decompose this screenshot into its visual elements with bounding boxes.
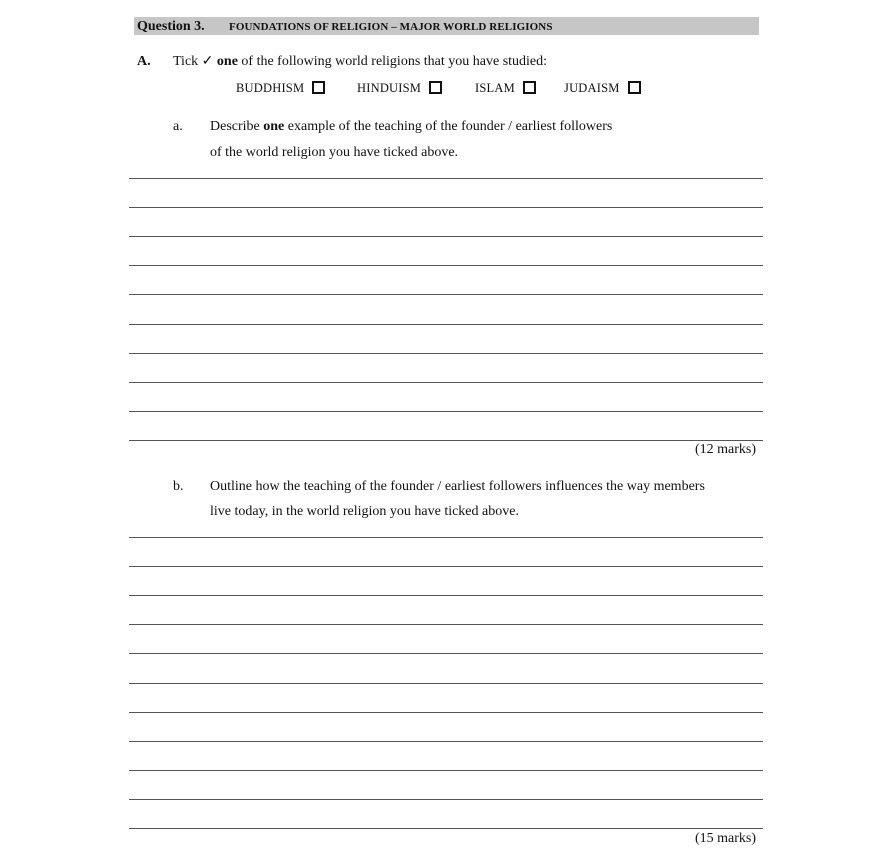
answer-line[interactable] <box>129 683 763 684</box>
religion-label: HINDUISM <box>357 81 422 95</box>
religion-option-islam[interactable] <box>475 78 536 98</box>
religion-checkbox[interactable] <box>429 81 442 94</box>
answer-line[interactable] <box>129 741 763 742</box>
part-a-line1 <box>210 114 612 140</box>
answer-line[interactable] <box>129 411 763 412</box>
part-b-marks: (15 marks) <box>694 831 756 846</box>
instruction-prefix: Tick ✓ <box>173 54 217 69</box>
section-a-letter: A. <box>137 54 151 69</box>
section-a-instruction <box>173 53 547 71</box>
answer-line[interactable] <box>129 537 763 538</box>
answer-line[interactable] <box>129 770 763 771</box>
answer-line[interactable] <box>129 653 763 654</box>
answer-line[interactable] <box>129 265 763 266</box>
part-a-line1-bold: one <box>263 119 285 134</box>
answer-line[interactable] <box>129 382 763 383</box>
answer-line[interactable] <box>129 566 763 567</box>
part-a-line1-suffix: example of the teaching of the founder / earliest followers <box>284 119 613 134</box>
religion-label: ISLAM <box>475 81 515 95</box>
part-b-letter: b. <box>173 479 184 494</box>
answer-line[interactable] <box>129 353 763 354</box>
religion-checkbox[interactable] <box>628 81 641 94</box>
answer-line[interactable] <box>129 236 763 237</box>
answer-line[interactable] <box>129 624 763 625</box>
instruction-bold: one <box>216 54 238 69</box>
religion-option-judaism[interactable] <box>564 78 641 98</box>
answer-line[interactable] <box>129 712 763 713</box>
question-number: Question 3. <box>137 19 205 34</box>
question-title: FOUNDATIONS OF RELIGION – MAJOR WORLD RELIGIONS <box>229 21 553 33</box>
answer-line[interactable] <box>129 207 763 208</box>
part-a-letter: a. <box>173 119 183 134</box>
part-a-line1-prefix: Describe <box>210 119 264 134</box>
part-b-line1: Outline how the teaching of the founder / earliest followers influences the way members <box>210 479 705 494</box>
part-a-line2: of the world religion you have ticked above. <box>210 145 459 160</box>
answer-line[interactable] <box>129 595 763 596</box>
religion-option-buddhism[interactable] <box>236 78 325 98</box>
part-b-line2: live today, in the world religion you have ticked above. <box>210 504 519 519</box>
religion-checkbox[interactable] <box>523 81 536 94</box>
religion-label: BUDDHISM <box>236 81 305 95</box>
instruction-suffix: of the following world religions that you have studied: <box>237 54 548 69</box>
answer-line[interactable] <box>129 178 763 179</box>
part-a-marks: (12 marks) <box>694 442 756 457</box>
religion-label: JUDAISM <box>564 81 620 95</box>
answer-line[interactable] <box>129 324 763 325</box>
answer-line[interactable] <box>129 294 763 295</box>
answer-line[interactable] <box>129 799 763 800</box>
answer-line[interactable] <box>129 440 763 441</box>
religion-option-hinduism[interactable] <box>357 78 442 98</box>
religion-checkbox[interactable] <box>312 81 325 94</box>
answer-line[interactable] <box>129 828 763 829</box>
